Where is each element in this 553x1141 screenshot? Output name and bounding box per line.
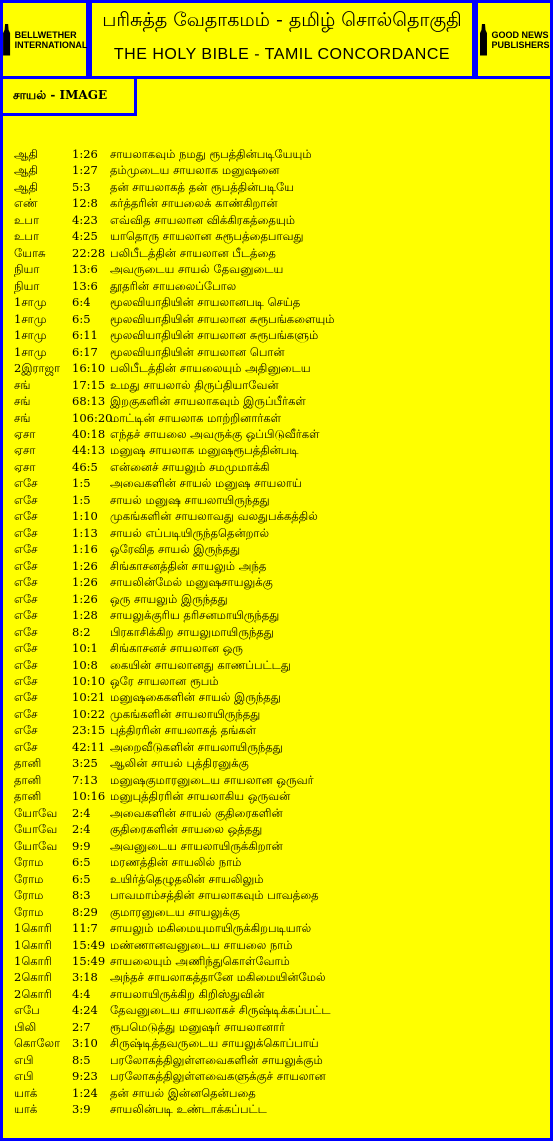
entry-book: சங் xyxy=(14,410,31,425)
tower-icon xyxy=(2,24,12,56)
entry-text: சாயல் மனுஷ சாயலாயிருந்தது xyxy=(110,492,270,507)
concordance-entry xyxy=(14,689,544,705)
entry-text: அவருடைய சாயல் தேவனுடைய xyxy=(110,262,284,277)
entry-text: மாட்டின் சாயலாக மாற்றினார்கள் xyxy=(110,410,282,425)
entry-reference: 40:18 xyxy=(72,426,106,441)
concordance-entry xyxy=(14,228,544,244)
entry-book: ஏசா xyxy=(14,443,36,458)
concordance-entry xyxy=(14,162,544,178)
entry-reference: 5:3 xyxy=(72,179,91,194)
entry-reference: 1:5 xyxy=(72,476,91,491)
entry-text: மூலவியாதியின் சாயலான சுரூபங்களையும் xyxy=(110,311,335,326)
entry-book: எபி xyxy=(14,1052,34,1067)
entry-book: சங் xyxy=(14,377,31,392)
entry-reference: 6:5 xyxy=(72,311,91,326)
entry-reference: 9:9 xyxy=(72,838,91,853)
entry-text: சாயலையும் அணிந்துகொள்வோம் xyxy=(110,953,290,968)
entry-reference: 6:17 xyxy=(72,344,98,359)
entry-book: எபி xyxy=(14,1069,34,1084)
entry-reference: 23:15 xyxy=(72,723,106,738)
concordance-entry xyxy=(14,195,544,211)
word-heading-box xyxy=(0,76,137,116)
entry-text: பிரகாசிக்கிற சாயலுமாயிருந்தது xyxy=(110,624,274,639)
concordance-entry xyxy=(14,722,544,738)
entry-reference: 4:25 xyxy=(72,229,98,244)
entry-book: யாக் xyxy=(14,1085,38,1100)
concordance-entry xyxy=(14,525,544,541)
entry-text: சாயலுக்குரிய தரிசனமாயிருந்தது xyxy=(110,608,280,623)
bellwether-logo-line2: INTERNATIONAL xyxy=(14,39,88,50)
concordance-entry xyxy=(14,1101,544,1117)
entry-book: யாக் xyxy=(14,1102,38,1117)
concordance-entry xyxy=(14,344,544,360)
entry-book: பிலி xyxy=(14,1019,37,1034)
entry-reference: 2:4 xyxy=(72,822,91,837)
concordance-entry xyxy=(14,146,544,162)
concordance-entry xyxy=(14,673,544,689)
concordance-entry xyxy=(14,179,544,195)
entry-reference: 8:3 xyxy=(72,888,91,903)
entry-book: தானி xyxy=(14,756,42,771)
entry-book: நியா xyxy=(14,278,40,293)
entry-text: மனுஷகுமாரனுடைய சாயலான ஒருவர் xyxy=(110,772,314,787)
entry-book: 1கொரி xyxy=(14,953,52,968)
entry-text: என்னைச் சாயலும் சமமுமாக்கி xyxy=(110,459,270,474)
entry-text: பரலோகத்திலுள்ளவைகளின் சாயலுக்கும் xyxy=(110,1052,323,1067)
good-news-logo-line1: GOOD NEWS xyxy=(491,29,549,40)
entry-text: உயிர்த்தெழுதலின் சாயலிலும் xyxy=(110,871,264,886)
concordance-entry xyxy=(14,739,544,755)
entry-text: ஒரே சாயலான ரூபம் xyxy=(110,674,219,688)
entry-text: எவ்வித சாயலான விக்கிரகத்தையும் xyxy=(110,212,295,227)
concordance-entry xyxy=(14,805,544,821)
entry-text: முகங்களின் சாயலாயிருந்தது xyxy=(110,706,261,721)
entry-text: சாயலாயிருக்கிற கிறிஸ்துவின் xyxy=(110,986,265,1001)
entry-book: 1சாமு xyxy=(14,328,47,343)
concordance-entry xyxy=(14,360,544,376)
entry-reference: 3:9 xyxy=(72,1102,91,1117)
entry-reference: 106:20 xyxy=(72,410,113,425)
entry-book: யோவே xyxy=(14,838,58,853)
entry-text: தம்முடைய சாயலாக மனுஷனை xyxy=(110,163,280,178)
concordance-list xyxy=(14,146,544,1118)
entry-text: பலிபீடத்தின் சாயலான பீடத்தை xyxy=(110,245,276,260)
concordance-entry xyxy=(14,426,544,442)
entry-text: பரலோகத்திலுள்ளவைகளுக்குச் சாயலான xyxy=(110,1069,326,1084)
concordance-entry xyxy=(14,294,544,310)
entry-text: ஆலின் சாயல் புத்திரனுக்கு xyxy=(110,756,249,771)
concordance-entry xyxy=(14,953,544,969)
entry-book: ஏசா xyxy=(14,426,36,441)
entry-book: எசே xyxy=(14,575,38,590)
entry-text: பலிபீடத்தின் சாயலையும் அதினுடைய xyxy=(110,361,311,376)
entry-book: ஏசா xyxy=(14,459,36,474)
entry-reference: 8:2 xyxy=(72,624,91,639)
concordance-entry xyxy=(14,492,544,508)
entry-reference: 10:10 xyxy=(72,674,106,688)
entry-reference: 13:6 xyxy=(72,262,98,277)
entry-text: குதிரைகளின் சாயலை ஒத்தது xyxy=(110,822,263,837)
entry-text: மூலவியாதியின் சாயலான சுரூபங்களும் xyxy=(110,328,319,343)
concordance-entry xyxy=(14,591,544,607)
concordance-entry xyxy=(14,212,544,228)
entry-book: எசே xyxy=(14,657,38,672)
entry-book: ஆதி xyxy=(14,179,38,194)
entry-reference: 10:22 xyxy=(72,706,106,721)
entry-text: தூதரின் சாயலைப்போல xyxy=(110,278,237,293)
entry-reference: 3:10 xyxy=(72,1036,98,1051)
entry-reference: 44:13 xyxy=(72,443,106,458)
concordance-entry xyxy=(14,558,544,574)
entry-reference: 13:6 xyxy=(72,278,98,293)
entry-reference: 15:49 xyxy=(72,953,106,968)
entry-text: மூலவியாதியின் சாயலானபடி செய்த xyxy=(110,295,301,310)
entry-book: ரோம xyxy=(14,888,44,903)
entry-text: ரூபமெடுத்து மனுஷர் சாயலானார் xyxy=(110,1019,286,1034)
entry-book: உபா xyxy=(14,212,39,227)
concordance-entry xyxy=(14,657,544,673)
entry-text: அறைவீடுகளின் சாயலாயிருந்தது xyxy=(110,739,283,754)
entry-book: யோசு xyxy=(14,245,46,260)
bellwether-logo-line1: BELLWETHER xyxy=(14,29,77,40)
concordance-entry xyxy=(14,788,544,804)
entry-reference: 16:10 xyxy=(72,361,106,376)
entry-reference: 1:26 xyxy=(72,558,98,573)
entry-reference: 1:26 xyxy=(72,591,98,606)
entry-reference: 10:1 xyxy=(72,641,98,656)
entry-text: யாதொரு சாயலான சுரூபத்தைபாவது xyxy=(110,229,304,244)
entry-reference: 10:21 xyxy=(72,690,106,705)
concordance-entry xyxy=(14,442,544,458)
entry-book: ரோம xyxy=(14,904,44,919)
title-tamil: பரிசுத்த வேதாகமம் - தமிழ் சொல்தொகுதி xyxy=(102,9,462,31)
entry-text: ஒரேவித சாயல் இருந்தது xyxy=(110,542,241,557)
concordance-entry xyxy=(14,410,544,426)
entry-text: அவைகளின் சாயல் மனுஷ சாயலாய் xyxy=(110,476,302,491)
entry-reference: 4:4 xyxy=(72,986,91,1001)
entry-book: எசே xyxy=(14,509,38,524)
entry-book: எசே xyxy=(14,706,38,721)
entry-reference: 2:7 xyxy=(72,1019,91,1034)
title-english: THE HOLY BIBLE - TAMIL CONCORDANCE xyxy=(113,46,451,63)
concordance-entry xyxy=(14,821,544,837)
concordance-entry xyxy=(14,1052,544,1068)
entry-text: சிருஷ்டித்தவருடைய சாயலுக்கொப்பாய் xyxy=(110,1036,319,1051)
entry-text: அவைகளின் சாயல் குதிரைகளின் xyxy=(110,805,283,820)
good-news-logo xyxy=(475,0,553,79)
entry-reference: 15:49 xyxy=(72,937,106,952)
entry-reference: 17:15 xyxy=(72,377,106,392)
concordance-entry xyxy=(14,541,544,557)
entry-book: தானி xyxy=(14,789,42,804)
concordance-entry xyxy=(14,607,544,623)
entry-reference: 6:4 xyxy=(72,295,91,310)
entry-book: யோவே xyxy=(14,805,58,820)
entry-book: எசே xyxy=(14,476,38,491)
entry-book: எசே xyxy=(14,558,38,573)
entry-book: எண் xyxy=(14,196,38,211)
entry-text: மனுஷகைகளின் சாயல் இருந்தது xyxy=(110,690,281,705)
entry-reference: 1:5 xyxy=(72,492,91,507)
entry-book: எசே xyxy=(14,591,38,606)
entry-text: குமாரனுடைய சாயலுக்கு xyxy=(110,904,240,919)
entry-book: ரோம xyxy=(14,871,44,886)
concordance-entry xyxy=(14,937,544,953)
entry-reference: 8:29 xyxy=(72,904,98,919)
entry-text: தன் சாயல் இன்னதென்பதை xyxy=(110,1085,256,1100)
entry-book: 2கொரி xyxy=(14,970,52,985)
concordance-entry xyxy=(14,854,544,870)
concordance-entry xyxy=(14,311,544,327)
concordance-entry xyxy=(14,1035,544,1051)
entry-book: 2கொரி xyxy=(14,986,52,1001)
entry-reference: 1:26 xyxy=(72,147,98,161)
word-heading: சாயல் - IMAGE xyxy=(13,88,108,102)
entry-reference: 2:4 xyxy=(72,805,91,820)
entry-book: எசே xyxy=(14,641,38,656)
concordance-entry xyxy=(14,706,544,722)
entry-book: எசே xyxy=(14,525,38,540)
entry-text: சாயலின்மேல் மனுஷசாயலுக்கு xyxy=(110,575,273,590)
entry-text: இறகுகளின் சாயலாகவும் இருப்பீர்கள் xyxy=(110,394,306,409)
concordance-entry xyxy=(14,377,544,393)
entry-book: 1சாமு xyxy=(14,295,47,310)
entry-book: எசே xyxy=(14,723,38,738)
concordance-entry xyxy=(14,986,544,1002)
entry-book: ஆதி xyxy=(14,163,38,178)
entry-book: எசே xyxy=(14,624,38,639)
entry-reference: 8:5 xyxy=(72,1052,91,1067)
concordance-entry xyxy=(14,755,544,771)
concordance-entry xyxy=(14,838,544,854)
concordance-entry xyxy=(14,1068,544,1084)
entry-reference: 1:10 xyxy=(72,509,98,524)
concordance-entry xyxy=(14,640,544,656)
concordance-entry xyxy=(14,327,544,343)
entry-text: தேவனுடைய சாயலாகச் சிருஷ்டிக்கப்பட்ட xyxy=(110,1003,331,1018)
entry-text: சிங்காசனச் சாயலான ஒரு xyxy=(110,641,243,656)
entry-book: எசே xyxy=(14,608,38,623)
concordance-entry xyxy=(14,1085,544,1101)
entry-text: மனுஷ சாயலாக மனுஷரூபத்தின்படி xyxy=(110,443,299,458)
entry-book: யோவே xyxy=(14,822,58,837)
entry-reference: 4:24 xyxy=(72,1003,98,1018)
entry-text: மண்ணானவனுடைய சாயலை நாம் xyxy=(110,937,293,952)
entry-text: அவனுடைய சாயலாயிருக்கிறான் xyxy=(110,838,283,853)
entry-book: எசே xyxy=(14,690,38,705)
entry-reference: 6:5 xyxy=(72,871,91,886)
entry-book: எசே xyxy=(14,739,38,754)
entry-text: முகங்களின் சாயலாவது வலதுபக்கத்தில் xyxy=(110,509,318,524)
concordance-entry xyxy=(14,1002,544,1018)
entry-book: தானி xyxy=(14,772,42,787)
concordance-entry xyxy=(14,887,544,903)
concordance-entry xyxy=(14,624,544,640)
entry-text: சாயலாகவும் நமது ரூபத்தின்படியேயும் xyxy=(110,147,312,161)
entry-book: 2இராஜா xyxy=(14,361,61,376)
entry-book: நியா xyxy=(14,262,40,277)
concordance-entry xyxy=(14,574,544,590)
entry-reference: 42:11 xyxy=(72,739,106,754)
entry-reference: 9:23 xyxy=(72,1069,98,1084)
entry-book: எசே xyxy=(14,674,38,688)
entry-reference: 3:25 xyxy=(72,756,98,771)
entry-book: எபே xyxy=(14,1003,40,1018)
entry-reference: 11:7 xyxy=(72,921,98,936)
entry-reference: 12:8 xyxy=(72,196,98,211)
entry-reference: 4:23 xyxy=(72,212,98,227)
entry-text: கர்த்தரின் சாயலைக் காண்கிறான் xyxy=(110,196,278,211)
concordance-entry xyxy=(14,278,544,294)
entry-text: சாயலும் மகிமையுமாயிருக்கிறபடியால் xyxy=(110,921,312,936)
entry-book: 1சாமு xyxy=(14,344,47,359)
entry-text: ஒரு சாயலும் இருந்தது xyxy=(110,591,228,606)
entry-reference: 1:27 xyxy=(72,163,98,178)
entry-book: ரோம xyxy=(14,855,44,870)
concordance-entry xyxy=(14,871,544,887)
entry-reference: 68:13 xyxy=(72,394,106,409)
entry-book: 1கொரி xyxy=(14,921,52,936)
entry-text: உமது சாயலால் திருப்தியாவேன் xyxy=(110,377,279,392)
concordance-entry xyxy=(14,393,544,409)
entry-text: அந்தச் சாயலாகத்தானே மகிமையின்மேல் xyxy=(110,970,326,985)
entry-text: மனுபுத்திரரின் சாயலாகிய ஒருவன் xyxy=(110,789,291,804)
entry-text: புத்திரரின் சாயலாகத் தங்கள் xyxy=(110,723,257,738)
concordance-entry xyxy=(14,459,544,475)
entry-reference: 1:16 xyxy=(72,542,98,557)
entry-reference: 1:24 xyxy=(72,1085,98,1100)
bellwether-logo xyxy=(0,0,89,79)
tower-icon xyxy=(478,24,488,56)
entry-book: எசே xyxy=(14,542,38,557)
entry-reference: 22:28 xyxy=(72,245,106,260)
entry-reference: 1:28 xyxy=(72,608,98,623)
entry-reference: 1:26 xyxy=(72,575,98,590)
title-box xyxy=(89,0,475,79)
entry-book: எசே xyxy=(14,492,38,507)
entry-text: சிங்காசனத்தின் சாயலும் அந்த xyxy=(110,558,267,573)
entry-reference: 10:16 xyxy=(72,789,106,804)
concordance-entry xyxy=(14,475,544,491)
entry-reference: 10:8 xyxy=(72,657,98,672)
concordance-entry xyxy=(14,1019,544,1035)
concordance-entry xyxy=(14,261,544,277)
entry-reference: 1:13 xyxy=(72,525,98,540)
concordance-entry xyxy=(14,920,544,936)
entry-book: கொலோ xyxy=(14,1036,61,1051)
concordance-entry xyxy=(14,969,544,985)
entry-book: 1சாமு xyxy=(14,311,47,326)
concordance-entry xyxy=(14,508,544,524)
entry-book: ஆதி xyxy=(14,147,38,161)
entry-book: உபா xyxy=(14,229,39,244)
concordance-entry xyxy=(14,245,544,261)
entry-text: எந்தச் சாயலை அவருக்கு ஒப்பிடுவீர்கள் xyxy=(110,426,320,441)
entry-reference: 6:11 xyxy=(72,328,98,343)
entry-text: மூலவியாதியின் சாயலான பொன் xyxy=(110,344,285,359)
entry-text: பாவமாம்சத்தின் சாயலாகவும் பாவத்தை xyxy=(110,888,319,903)
entry-text: மரணத்தின் சாயலில் நாம் xyxy=(110,855,242,870)
concordance-entry xyxy=(14,772,544,788)
entry-reference: 3:18 xyxy=(72,970,98,985)
entry-reference: 6:5 xyxy=(72,855,91,870)
entry-text: சாயல் எப்படியிருந்ததென்றால் xyxy=(110,525,269,540)
good-news-logo-line2: PUBLISHERS xyxy=(491,39,550,50)
entry-text: கையின் சாயலானது காணப்பட்டது xyxy=(110,657,291,672)
entry-book: 1கொரி xyxy=(14,937,52,952)
concordance-entry xyxy=(14,904,544,920)
entry-book: சங் xyxy=(14,394,31,409)
entry-reference: 7:13 xyxy=(72,772,98,787)
entry-text: சாயலின்படி உண்டாக்கப்பட்ட xyxy=(110,1102,267,1117)
entry-text: தன் சாயலாகத் தன் ரூபத்தின்படியே xyxy=(110,179,295,194)
entry-reference: 46:5 xyxy=(72,459,98,474)
